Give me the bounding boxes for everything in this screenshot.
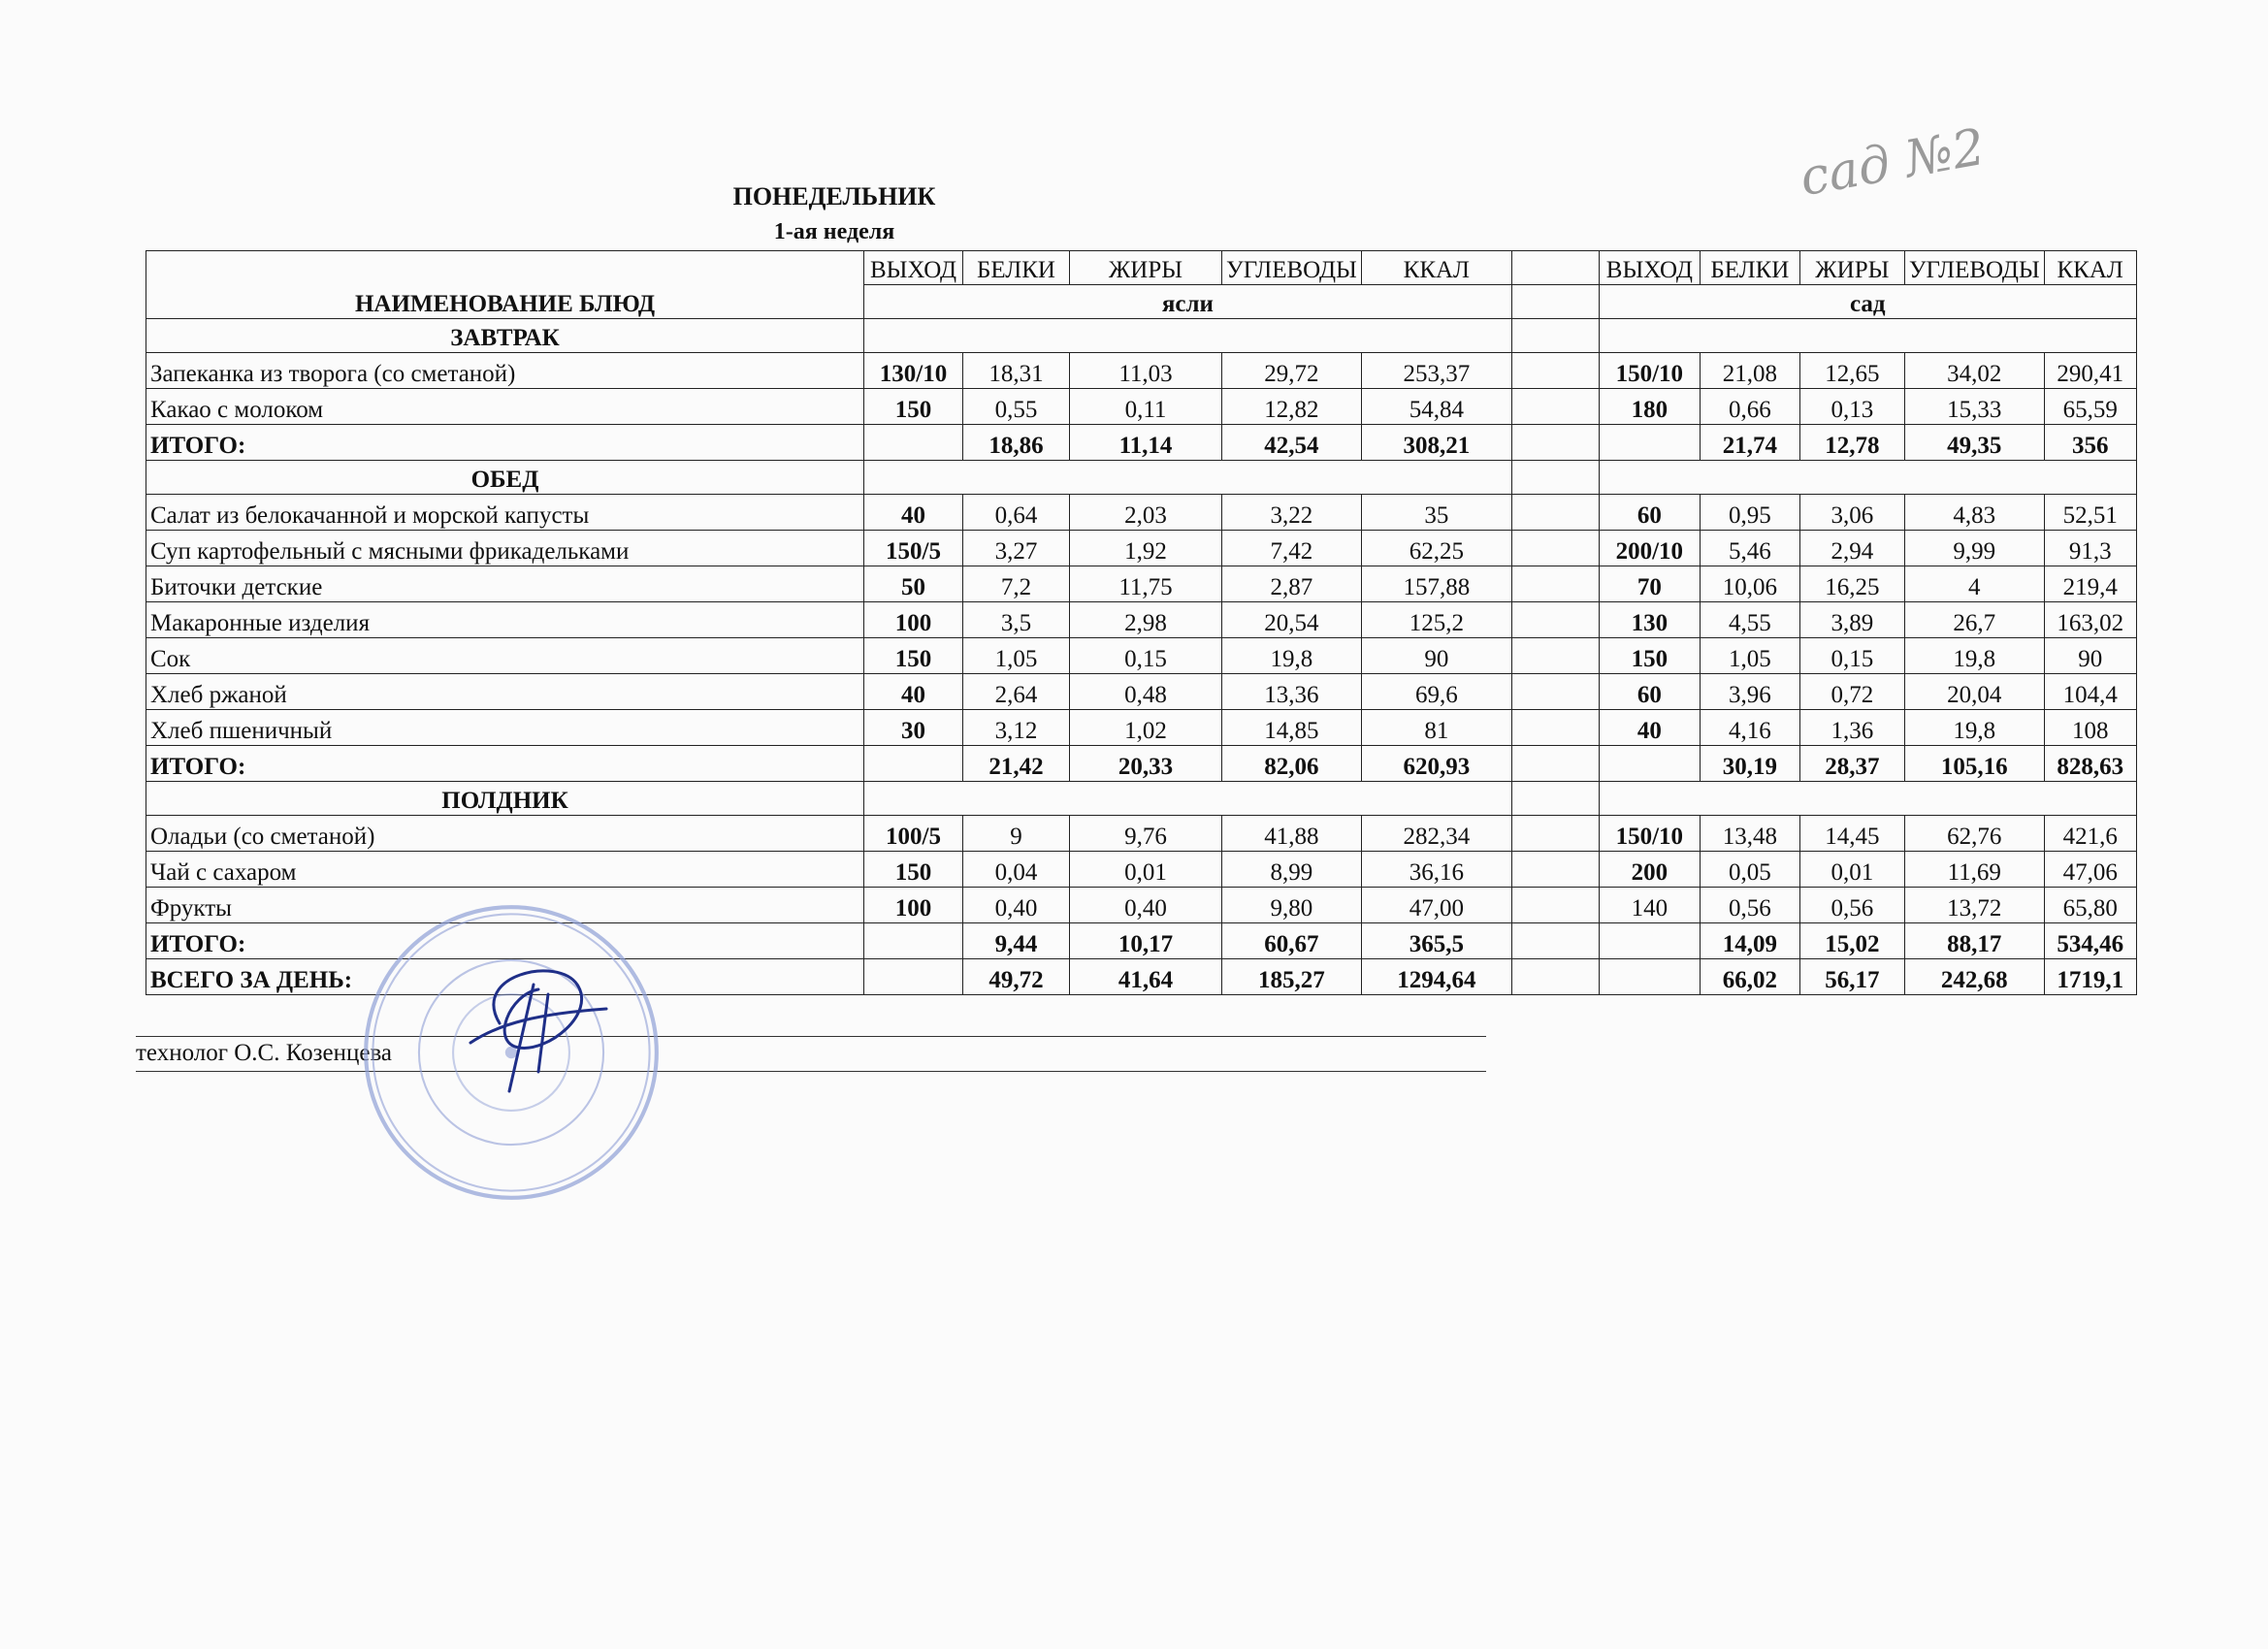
cell-kcal: 1719,1 <box>2044 959 2136 995</box>
cell-yield: 200/10 <box>1599 531 1700 566</box>
empty-cell <box>864 782 1512 816</box>
cell-yield <box>1599 923 1700 959</box>
cell-protein: 1,05 <box>963 638 1070 674</box>
column-gap <box>1511 285 1599 319</box>
cell-carbs: 60,67 <box>1222 923 1362 959</box>
cell-protein: 0,56 <box>1700 888 1799 923</box>
cell-carbs: 13,72 <box>1904 888 2044 923</box>
cell-kcal: 69,6 <box>1361 674 1511 710</box>
cell-kcal: 62,25 <box>1361 531 1511 566</box>
cell-protein: 0,04 <box>963 852 1070 888</box>
column-gap <box>1511 959 1599 995</box>
cell-carbs: 41,88 <box>1222 816 1362 852</box>
column-gap <box>1511 425 1599 461</box>
cell-fat: 2,94 <box>1799 531 1904 566</box>
column-gap <box>1511 710 1599 746</box>
group-header-kindergarten: сад <box>1599 285 2136 319</box>
column-gap <box>1511 495 1599 531</box>
column-header-yield: ВЫХОД <box>864 251 963 285</box>
cell-fat: 11,75 <box>1070 566 1222 602</box>
cell-kcal: 365,5 <box>1361 923 1511 959</box>
cell-yield: 150/5 <box>864 531 963 566</box>
cell-protein: 21,08 <box>1700 353 1799 389</box>
cell-protein: 0,05 <box>1700 852 1799 888</box>
cell-protein: 7,2 <box>963 566 1070 602</box>
cell-yield <box>1599 746 1700 782</box>
cell-carbs: 19,8 <box>1904 638 2044 674</box>
menu-table <box>146 250 2137 995</box>
cell-kcal: 65,59 <box>2044 389 2136 425</box>
cell-kcal: 282,34 <box>1361 816 1511 852</box>
cell-protein: 9 <box>963 816 1070 852</box>
column-gap <box>1511 638 1599 674</box>
cell-fat: 11,14 <box>1070 425 1222 461</box>
dish-name: Сок <box>146 638 864 674</box>
cell-yield <box>864 959 963 995</box>
cell-yield: 30 <box>864 710 963 746</box>
cell-yield: 150/10 <box>1599 353 1700 389</box>
total-row <box>146 425 2137 461</box>
cell-yield: 100 <box>864 602 963 638</box>
cell-carbs: 185,27 <box>1222 959 1362 995</box>
page-subtitle: 1-ая неделя <box>773 219 895 244</box>
column-gap <box>1511 782 1599 816</box>
cell-yield: 150 <box>864 852 963 888</box>
total-label: ИТОГО: <box>146 746 864 782</box>
cell-fat: 12,65 <box>1799 353 1904 389</box>
empty-cell <box>1599 461 2136 495</box>
cell-carbs: 9,99 <box>1904 531 2044 566</box>
cell-kcal: 90 <box>2044 638 2136 674</box>
cell-kcal: 54,84 <box>1361 389 1511 425</box>
cell-carbs: 105,16 <box>1904 746 2044 782</box>
group-header-nursery: ясли <box>864 285 1512 319</box>
cell-carbs: 82,06 <box>1222 746 1362 782</box>
page-title: ПОНЕДЕЛЬНИК <box>732 182 936 210</box>
column-header-fat: ЖИРЫ <box>1799 251 1904 285</box>
cell-kcal: 421,6 <box>2044 816 2136 852</box>
cell-protein: 30,19 <box>1700 746 1799 782</box>
cell-protein: 10,06 <box>1700 566 1799 602</box>
cell-fat: 0,15 <box>1070 638 1222 674</box>
dish-name: Биточки детские <box>146 566 864 602</box>
column-gap <box>1511 852 1599 888</box>
cell-kcal: 1294,64 <box>1361 959 1511 995</box>
cell-yield <box>1599 959 1700 995</box>
cell-kcal: 620,93 <box>1361 746 1511 782</box>
cell-yield: 100 <box>864 888 963 923</box>
table-row <box>146 888 2137 923</box>
cell-yield: 150 <box>864 638 963 674</box>
cell-fat: 16,25 <box>1799 566 1904 602</box>
cell-carbs: 49,35 <box>1904 425 2044 461</box>
cell-carbs: 34,02 <box>1904 353 2044 389</box>
cell-kcal: 308,21 <box>1361 425 1511 461</box>
total-label: ИТОГО: <box>146 923 864 959</box>
cell-kcal: 47,00 <box>1361 888 1511 923</box>
cell-protein: 13,48 <box>1700 816 1799 852</box>
cell-fat: 0,01 <box>1799 852 1904 888</box>
dish-name: Суп картофельный с мясными фрикадельками <box>146 531 864 566</box>
table-row <box>146 566 2137 602</box>
cell-carbs: 26,7 <box>1904 602 2044 638</box>
cell-carbs: 2,87 <box>1222 566 1362 602</box>
column-gap <box>1511 389 1599 425</box>
cell-protein: 18,86 <box>963 425 1070 461</box>
table-row <box>146 495 2137 531</box>
cell-kcal: 534,46 <box>2044 923 2136 959</box>
cell-carbs: 20,54 <box>1222 602 1362 638</box>
header-row <box>146 251 2137 285</box>
section-row <box>146 319 2137 353</box>
cell-kcal: 47,06 <box>2044 852 2136 888</box>
cell-protein: 0,66 <box>1700 389 1799 425</box>
cell-kcal: 65,80 <box>2044 888 2136 923</box>
cell-carbs: 29,72 <box>1222 353 1362 389</box>
dish-name: Запеканка из творога (со сметаной) <box>146 353 864 389</box>
table-row <box>146 710 2137 746</box>
cell-yield: 40 <box>1599 710 1700 746</box>
cell-protein: 4,16 <box>1700 710 1799 746</box>
cell-protein: 0,64 <box>963 495 1070 531</box>
cell-fat: 0,56 <box>1799 888 1904 923</box>
cell-kcal: 163,02 <box>2044 602 2136 638</box>
column-header-kcal: ККАЛ <box>1361 251 1511 285</box>
cell-yield <box>864 746 963 782</box>
grand-total-label: ВСЕГО ЗА ДЕНЬ: <box>146 959 864 995</box>
cell-protein: 49,72 <box>963 959 1070 995</box>
empty-cell <box>1599 319 2136 353</box>
cell-carbs: 9,80 <box>1222 888 1362 923</box>
cell-fat: 0,01 <box>1070 852 1222 888</box>
column-gap <box>1511 461 1599 495</box>
cell-kcal: 36,16 <box>1361 852 1511 888</box>
total-label: ИТОГО: <box>146 425 864 461</box>
cell-fat: 41,64 <box>1070 959 1222 995</box>
cell-carbs: 20,04 <box>1904 674 2044 710</box>
cell-protein: 3,96 <box>1700 674 1799 710</box>
cell-fat: 14,45 <box>1799 816 1904 852</box>
cell-yield: 40 <box>864 674 963 710</box>
cell-yield: 150 <box>1599 638 1700 674</box>
cell-protein: 5,46 <box>1700 531 1799 566</box>
cell-fat: 1,36 <box>1799 710 1904 746</box>
cell-fat: 2,98 <box>1070 602 1222 638</box>
cell-fat: 1,92 <box>1070 531 1222 566</box>
section-title: ОБЕД <box>146 461 864 495</box>
section-title: ПОЛДНИК <box>146 782 864 816</box>
cell-kcal: 356 <box>2044 425 2136 461</box>
cell-carbs: 19,8 <box>1904 710 2044 746</box>
table-row <box>146 852 2137 888</box>
cell-protein: 0,55 <box>963 389 1070 425</box>
column-gap <box>1511 816 1599 852</box>
table-row <box>146 816 2137 852</box>
grand-total-row <box>146 959 2137 995</box>
column-gap <box>1511 923 1599 959</box>
column-header-carbs: УГЛЕВОДЫ <box>1222 251 1362 285</box>
cell-carbs: 11,69 <box>1904 852 2044 888</box>
cell-carbs: 19,8 <box>1222 638 1362 674</box>
column-gap <box>1511 602 1599 638</box>
column-header-name: НАИМЕНОВАНИЕ БЛЮД <box>146 251 864 319</box>
cell-kcal: 91,3 <box>2044 531 2136 566</box>
cell-fat: 28,37 <box>1799 746 1904 782</box>
cell-carbs: 88,17 <box>1904 923 2044 959</box>
table-row <box>146 389 2137 425</box>
cell-protein: 66,02 <box>1700 959 1799 995</box>
cell-fat: 3,06 <box>1799 495 1904 531</box>
cell-kcal: 290,41 <box>2044 353 2136 389</box>
cell-kcal: 253,37 <box>1361 353 1511 389</box>
cell-kcal: 104,4 <box>2044 674 2136 710</box>
table-row <box>146 353 2137 389</box>
cell-protein: 2,64 <box>963 674 1070 710</box>
cell-carbs: 242,68 <box>1904 959 2044 995</box>
cell-carbs: 7,42 <box>1222 531 1362 566</box>
cell-yield <box>1599 425 1700 461</box>
technologist-signature-line: технолог О.С. Козенцева <box>136 1040 393 1066</box>
empty-cell <box>864 461 1512 495</box>
column-gap <box>1511 353 1599 389</box>
cell-fat: 0,48 <box>1070 674 1222 710</box>
cell-carbs: 4,83 <box>1904 495 2044 531</box>
cell-fat: 15,02 <box>1799 923 1904 959</box>
cell-yield: 40 <box>864 495 963 531</box>
cell-yield: 150 <box>864 389 963 425</box>
cell-protein: 21,74 <box>1700 425 1799 461</box>
cell-fat: 1,02 <box>1070 710 1222 746</box>
cell-fat: 0,40 <box>1070 888 1222 923</box>
cell-kcal: 108 <box>2044 710 2136 746</box>
empty-cell <box>1599 782 2136 816</box>
cell-kcal: 81 <box>1361 710 1511 746</box>
table-row <box>146 638 2137 674</box>
cell-yield <box>864 923 963 959</box>
dish-name: Оладьи (со сметаной) <box>146 816 864 852</box>
column-gap <box>1511 319 1599 353</box>
cell-protein: 3,5 <box>963 602 1070 638</box>
cell-kcal: 828,63 <box>2044 746 2136 782</box>
cell-yield: 100/5 <box>864 816 963 852</box>
column-gap <box>1511 746 1599 782</box>
cell-yield: 60 <box>1599 495 1700 531</box>
column-header-protein: БЕЛКИ <box>1700 251 1799 285</box>
cell-fat: 12,78 <box>1799 425 1904 461</box>
cell-fat: 20,33 <box>1070 746 1222 782</box>
cell-kcal: 52,51 <box>2044 495 2136 531</box>
cell-carbs: 8,99 <box>1222 852 1362 888</box>
column-gap <box>1511 566 1599 602</box>
cell-kcal: 125,2 <box>1361 602 1511 638</box>
cell-kcal: 157,88 <box>1361 566 1511 602</box>
table-row <box>146 674 2137 710</box>
cell-yield: 130 <box>1599 602 1700 638</box>
dish-name: Чай с сахаром <box>146 852 864 888</box>
cell-yield: 140 <box>1599 888 1700 923</box>
cell-protein: 3,12 <box>963 710 1070 746</box>
cell-yield: 130/10 <box>864 353 963 389</box>
cell-protein: 1,05 <box>1700 638 1799 674</box>
table-row <box>146 602 2137 638</box>
cell-protein: 0,40 <box>963 888 1070 923</box>
handwritten-note: сад №2 <box>1796 117 1990 209</box>
table-row <box>146 531 2137 566</box>
cell-protein: 3,27 <box>963 531 1070 566</box>
column-header-yield: ВЫХОД <box>1599 251 1700 285</box>
cell-protein: 21,42 <box>963 746 1070 782</box>
column-header-kcal: ККАЛ <box>2044 251 2136 285</box>
cell-carbs: 62,76 <box>1904 816 2044 852</box>
cell-fat: 3,89 <box>1799 602 1904 638</box>
cell-carbs: 4 <box>1904 566 2044 602</box>
cell-protein: 14,09 <box>1700 923 1799 959</box>
cell-fat: 0,15 <box>1799 638 1904 674</box>
column-gap <box>1511 251 1599 285</box>
cell-fat: 0,11 <box>1070 389 1222 425</box>
cell-fat: 0,72 <box>1799 674 1904 710</box>
total-row <box>146 923 2137 959</box>
cell-kcal: 90 <box>1361 638 1511 674</box>
column-header-carbs: УГЛЕВОДЫ <box>1904 251 2044 285</box>
section-row <box>146 782 2137 816</box>
dish-name: Хлеб ржаной <box>146 674 864 710</box>
cell-fat: 10,17 <box>1070 923 1222 959</box>
cell-yield: 50 <box>864 566 963 602</box>
cell-carbs: 3,22 <box>1222 495 1362 531</box>
cell-protein: 4,55 <box>1700 602 1799 638</box>
cell-protein: 0,95 <box>1700 495 1799 531</box>
cell-kcal: 35 <box>1361 495 1511 531</box>
column-gap <box>1511 674 1599 710</box>
column-header-fat: ЖИРЫ <box>1070 251 1222 285</box>
cell-carbs: 15,33 <box>1904 389 2044 425</box>
cell-kcal: 219,4 <box>2044 566 2136 602</box>
cell-protein: 9,44 <box>963 923 1070 959</box>
cell-yield: 60 <box>1599 674 1700 710</box>
cell-yield <box>864 425 963 461</box>
dish-name: Фрукты <box>146 888 864 923</box>
dish-name: Какао с молоком <box>146 389 864 425</box>
cell-fat: 11,03 <box>1070 353 1222 389</box>
empty-cell <box>864 319 1512 353</box>
dish-name: Макаронные изделия <box>146 602 864 638</box>
cell-protein: 18,31 <box>963 353 1070 389</box>
cell-fat: 2,03 <box>1070 495 1222 531</box>
total-row <box>146 746 2137 782</box>
cell-yield: 150/10 <box>1599 816 1700 852</box>
dish-name: Салат из белокачанной и морской капусты <box>146 495 864 531</box>
cell-fat: 9,76 <box>1070 816 1222 852</box>
cell-fat: 56,17 <box>1799 959 1904 995</box>
cell-carbs: 12,82 <box>1222 389 1362 425</box>
cell-carbs: 13,36 <box>1222 674 1362 710</box>
cell-yield: 70 <box>1599 566 1700 602</box>
column-gap <box>1511 531 1599 566</box>
section-row <box>146 461 2137 495</box>
rule-line <box>136 1036 1486 1037</box>
section-title: ЗАВТРАК <box>146 319 864 353</box>
cell-fat: 0,13 <box>1799 389 1904 425</box>
column-gap <box>1511 888 1599 923</box>
dish-name: Хлеб пшеничный <box>146 710 864 746</box>
cell-yield: 200 <box>1599 852 1700 888</box>
rule-line <box>136 1071 1486 1072</box>
cell-yield: 180 <box>1599 389 1700 425</box>
column-header-protein: БЕЛКИ <box>963 251 1070 285</box>
cell-carbs: 14,85 <box>1222 710 1362 746</box>
cell-carbs: 42,54 <box>1222 425 1362 461</box>
